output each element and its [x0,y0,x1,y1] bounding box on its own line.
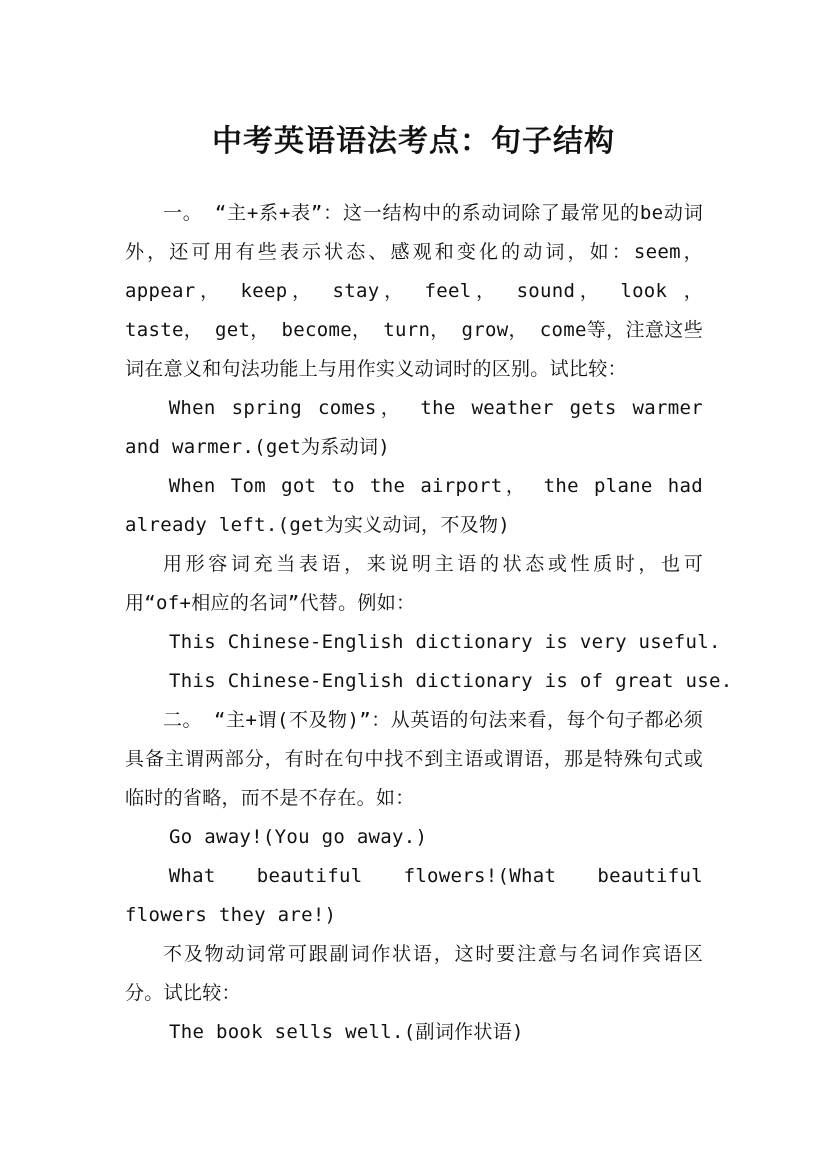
example-go-away: Go away!(You go away.) [169,826,428,848]
paragraph-subject-intransitive: 二。 “主+谓(不及物)”：从英语的句法来看，每个句子都必须具备主谓两部分，有时在句中找不到主语或谓语，那是特殊句式或临时的省略，而不是不存在。如： [125,709,703,809]
page-title: 中考英语语法考点：句子结构 [212,124,615,160]
example-of-great-use: This Chinese-English dictionary is of great use. [169,670,733,692]
example-get-link-verb: When spring comes， the weather gets warmer and warmer.(get为系动词) [125,397,703,458]
example-very-useful: This Chinese-English dictionary is very useful. [169,631,721,653]
paragraph-adverbial-note: 不及物动词常可跟副词作状语，这时要注意与名词作宾语区分。试比较： [125,943,703,1004]
paragraph-adjective-predicative: 用形容词充当表语，来说明主语的状态或性质时，也可用“of+相应的名词”代替。例如： [125,553,703,614]
example-book-sells-well: The book sells well.(副词作状语) [169,1021,524,1043]
document-body [125,194,733,1052]
example-beautiful-flowers: What beautiful flowers!(What beautiful flowers they are!) [125,865,703,926]
paragraph-link-verb-structure: 一。 “主+系+表”：这一结构中的系动词除了最常见的be动词外，还可用有些表示状态、感观和变化的动词，如：seem， appear， keep， stay， feel， sound， look ，taste， get， become， turn， grow， come等，注意这些词在意义和句法功能上与用作实义动词时的区别。试比较： [125,202,703,380]
example-get-notional-verb: When Tom got to the airport， the plane had already left.(get为实义动词，不及物) [125,475,703,536]
